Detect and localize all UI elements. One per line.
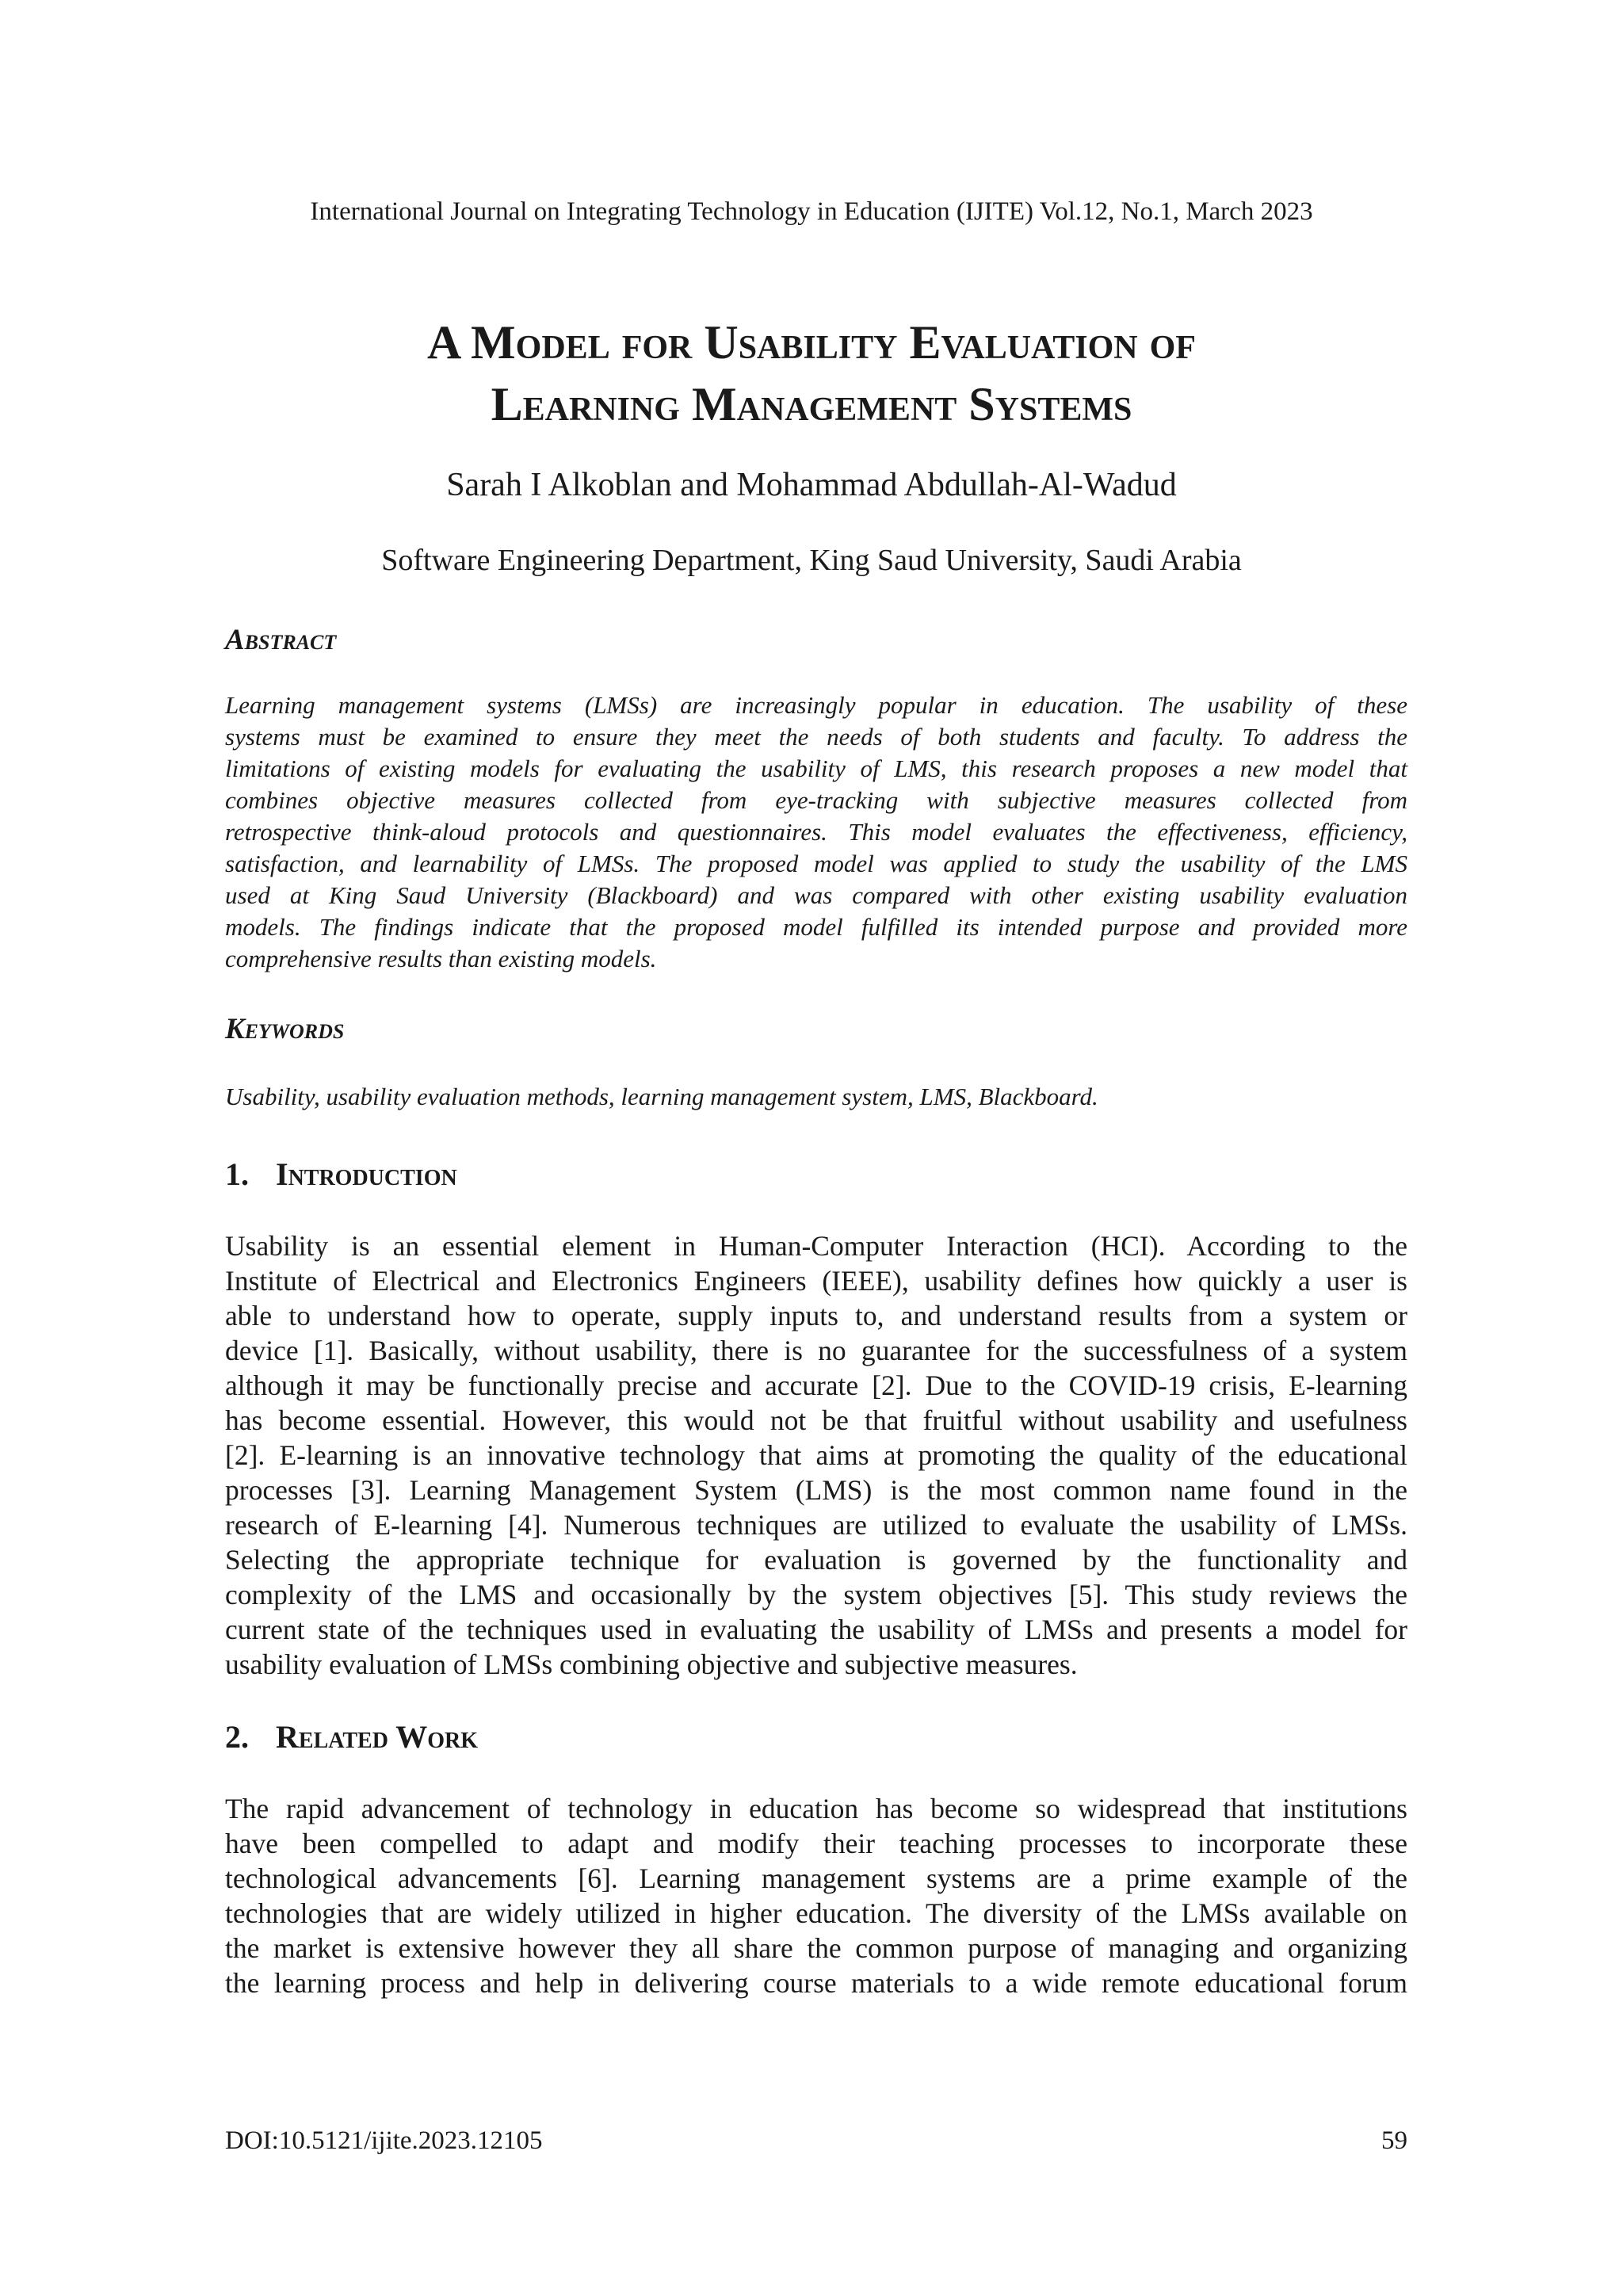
introduction-line: able to understand how to operate, supply inputs to, and understand results from a system or <box>225 1300 1407 1331</box>
introduction-line: complexity of the LMS and occasionally by the system objectives [5]. This study reviews the <box>225 1579 1407 1610</box>
related-work-line: The rapid advancement of technology in education has become so widespread that institutions <box>225 1793 1407 1824</box>
paper-title <box>0 311 1623 435</box>
affiliation: Software Engineering Department, King Saud University, Saudi Arabia <box>381 544 1242 577</box>
keywords-text: Usability, usability evaluation methods, learning management system, LMS, Blackboard. <box>225 1083 1098 1110</box>
abstract-text <box>225 690 1407 975</box>
introduction-line: usability evaluation of LMSs combining objective and subjective measures. <box>225 1648 1078 1680</box>
abstract-line: limitations of existing models for evaluating the usability of LMS, this research proposes a new model that <box>225 755 1407 782</box>
keywords-heading: Keywords <box>225 1013 345 1045</box>
abstract-line: retrospective think-aloud protocols and questionnaires. This model evaluates the effectiveness, efficiency, <box>225 818 1407 846</box>
introduction-text <box>225 1228 1407 1682</box>
section-number: 2. <box>225 1719 249 1755</box>
doi-text: DOI:10.5121/ijite.2023.12105 <box>225 2126 543 2155</box>
introduction-line: has become essential. However, this would not be that fruitful without usability and usefulness <box>225 1404 1407 1436</box>
abstract-line: satisfaction, and learnability of LMSs. The proposed model was applied to study the usability of the LMS <box>225 850 1407 877</box>
authors: Sarah I Alkoblan and Mohammad Abdullah-Al-Wadud <box>446 467 1177 503</box>
introduction-line: although it may be functionally precise and accurate [2]. Due to the COVID-19 crisis, E-learning <box>225 1370 1407 1401</box>
page-footer <box>225 2125 1407 2157</box>
abstract-line: combines objective measures collected from eye-tracking with subjective measures collected from <box>225 786 1407 814</box>
journal-header: International Journal on Integrating Technology in Education (IJITE) Vol.12, No.1, March 2023 <box>310 197 1313 226</box>
page-number: 59 <box>1381 2126 1407 2155</box>
abstract-line: Learning management systems (LMSs) are increasingly popular in education. The usability of these <box>225 691 1407 719</box>
introduction-line: research of E-learning [4]. Numerous techniques are utilized to evaluate the usability of LMSs. <box>225 1509 1407 1541</box>
related-work-line: the learning process and help in delivering course materials to a wide remote educational forum <box>225 1967 1407 1999</box>
introduction-line: processes [3]. Learning Management System (LMS) is the most common name found in the <box>225 1474 1407 1506</box>
related-work-line: technologies that are widely utilized in higher education. The diversity of the LMSs available on <box>225 1897 1407 1929</box>
related-work-line: technological advancements [6]. Learning management systems are a prime example of the <box>225 1862 1407 1894</box>
section-number: 1. <box>225 1156 249 1192</box>
section-title: Introduction <box>276 1156 457 1192</box>
related-work-text <box>225 1791 1407 2000</box>
related-work-heading <box>225 1718 478 1756</box>
section-title: Related Work <box>276 1719 479 1755</box>
paper-title-line-1: A Model for Usability Evaluation of <box>427 316 1196 369</box>
abstract-line: models. The findings indicate that the proposed model fulfilled its intended purpose and provided more <box>225 913 1407 941</box>
introduction-line: Selecting the appropriate technique for evaluation is governed by the functionality and <box>225 1544 1407 1576</box>
abstract-heading: Abstract <box>225 624 337 656</box>
abstract-line: used at King Saud University (Blackboard) and was compared with other existing usability evaluation <box>225 881 1407 909</box>
introduction-line: device [1]. Basically, without usability, there is no guarantee for the successfulness of a system <box>225 1335 1407 1366</box>
introduction-line: Usability is an essential element in Human-Computer Interaction (HCI). According to the <box>225 1230 1407 1262</box>
introduction-line: [2]. E-learning is an innovative technology that aims at promoting the quality of the educational <box>225 1439 1407 1471</box>
introduction-line: Institute of Electrical and Electronics Engineers (IEEE), usability defines how quickly a user is <box>225 1265 1407 1297</box>
introduction-heading <box>225 1156 457 1194</box>
paper-title-line-2: Learning Management Systems <box>491 378 1132 430</box>
abstract-line: comprehensive results than existing models. <box>225 945 657 972</box>
related-work-line: the market is extensive however they all share the common purpose of managing and organizing <box>225 1932 1407 1964</box>
abstract-line: systems must be examined to ensure they meet the needs of both students and faculty. To address the <box>225 723 1407 751</box>
related-work-line: have been compelled to adapt and modify their teaching processes to incorporate these <box>225 1828 1407 1859</box>
introduction-line: current state of the techniques used in evaluating the usability of LMSs and presents a model for <box>225 1614 1407 1645</box>
